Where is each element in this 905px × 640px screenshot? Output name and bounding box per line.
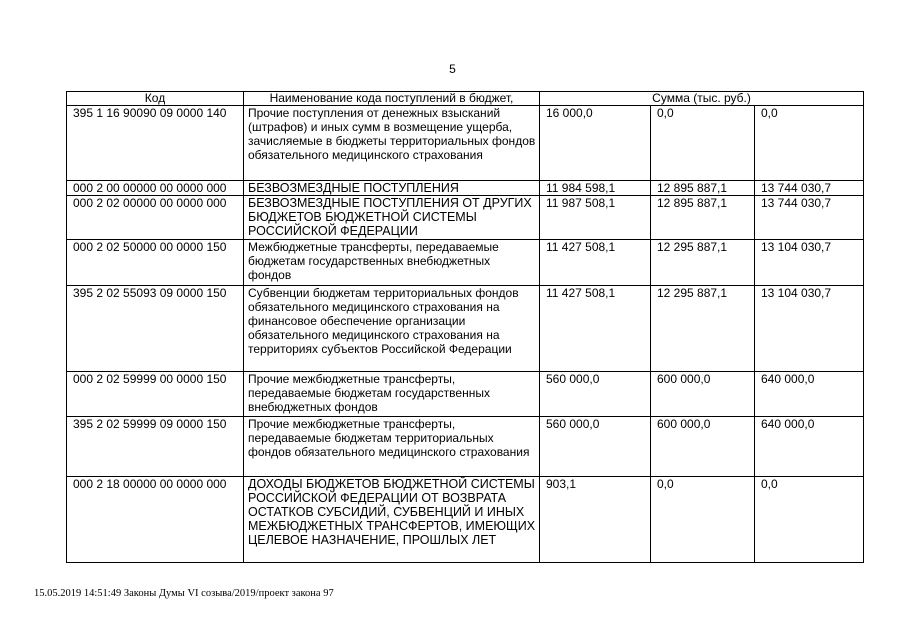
header-code: Код [67,92,244,106]
row-sum-3: 13 104 030,7 [755,286,864,372]
document-footer: 15.05.2019 14:51:49 Законы Думы VI созыва/2019/проект закона 97 [34,588,334,599]
row-sum-1: 11 984 598,1 [540,181,651,196]
row-sum-1: 11 987 508,1 [540,196,651,240]
table-row [67,240,864,286]
row-name: БЕЗВОЗМЕЗДНЫЕ ПОСТУПЛЕНИЯ ОТ ДРУГИХ БЮДЖЕТОВ БЮДЖЕТНОЙ СИСТЕМЫ РОССИЙСКОЙ ФЕДЕРАЦИИ [244,196,540,240]
row-sum-3: 0,0 [755,477,864,563]
header-sum: Сумма (тыс. руб.) [540,92,864,106]
row-name: ДОХОДЫ БЮДЖЕТОВ БЮДЖЕТНОЙ СИСТЕМЫ РОССИЙСКОЙ ФЕДЕРАЦИИ ОТ ВОЗВРАТА ОСТАТКОВ СУБСИДИЙ, СУБВЕНЦИЙ И ИНЫХ МЕЖБЮДЖЕТНЫХ ТРАНСФЕРТОВ, ИМЕЮЩИХ ЦЕЛЕВОЕ НАЗНАЧЕНИЕ, ПРОШЛЫХ ЛЕТ [244,477,540,563]
row-sum-3: 0,0 [755,106,864,181]
row-sum-1: 560 000,0 [540,417,651,477]
row-sum-1: 903,1 [540,477,651,563]
row-code: 000 2 18 00000 00 0000 000 [67,477,244,563]
row-sum-2: 0,0 [651,477,755,563]
row-name: Прочие межбюджетные трансферты, передаваемые бюджетам территориальных фондов обязательного медицинского страхования [244,417,540,477]
row-name: Прочие поступления от денежных взысканий (штрафов) и иных сумм в возмещение ущерба, зачисляемые в бюджеты территориальных фондов обязательного медицинского страхования [244,106,540,181]
row-name: Межбюджетные трансферты, передаваемые бюджетам государственных внебюджетных фондов [244,240,540,286]
table-row [67,286,864,372]
table-header-row [67,92,864,106]
row-sum-3: 640 000,0 [755,417,864,477]
header-name: Наименование кода поступлений в бюджет, [244,92,540,106]
row-sum-1: 11 427 508,1 [540,286,651,372]
table-row [67,181,864,196]
row-sum-1: 16 000,0 [540,106,651,181]
row-sum-2: 0,0 [651,106,755,181]
table-row [67,106,864,181]
row-code: 000 2 00 00000 00 0000 000 [67,181,244,196]
row-sum-1: 560 000,0 [540,372,651,417]
row-sum-2: 600 000,0 [651,372,755,417]
page-number: 5 [449,62,456,76]
row-code: 000 2 02 50000 00 0000 150 [67,240,244,286]
row-code: 000 2 02 59999 00 0000 150 [67,372,244,417]
table-row [67,196,864,240]
row-sum-2: 12 295 887,1 [651,286,755,372]
row-code: 395 1 16 90090 09 0000 140 [67,106,244,181]
table-row [67,477,864,563]
table-row [67,372,864,417]
row-code: 000 2 02 00000 00 0000 000 [67,196,244,240]
row-sum-2: 12 895 887,1 [651,181,755,196]
row-name: Прочие межбюджетные трансферты, передаваемые бюджетам государственных внебюджетных фондов [244,372,540,417]
row-sum-2: 600 000,0 [651,417,755,477]
row-sum-2: 12 895 887,1 [651,196,755,240]
row-sum-3: 13 744 030,7 [755,181,864,196]
table-row [67,417,864,477]
row-code: 395 2 02 55093 09 0000 150 [67,286,244,372]
row-sum-3: 13 104 030,7 [755,240,864,286]
row-name: БЕЗВОЗМЕЗДНЫЕ ПОСТУПЛЕНИЯ [244,181,540,196]
row-code: 395 2 02 59999 09 0000 150 [67,417,244,477]
revenue-table [66,91,864,563]
row-name: Субвенции бюджетам территориальных фондов обязательного медицинского страхования на финансовое обеспечение организации обязательного медицинского страхования на территориях субъектов Российской Федерации [244,286,540,372]
row-sum-2: 12 295 887,1 [651,240,755,286]
row-sum-3: 13 744 030,7 [755,196,864,240]
row-sum-1: 11 427 508,1 [540,240,651,286]
row-sum-3: 640 000,0 [755,372,864,417]
